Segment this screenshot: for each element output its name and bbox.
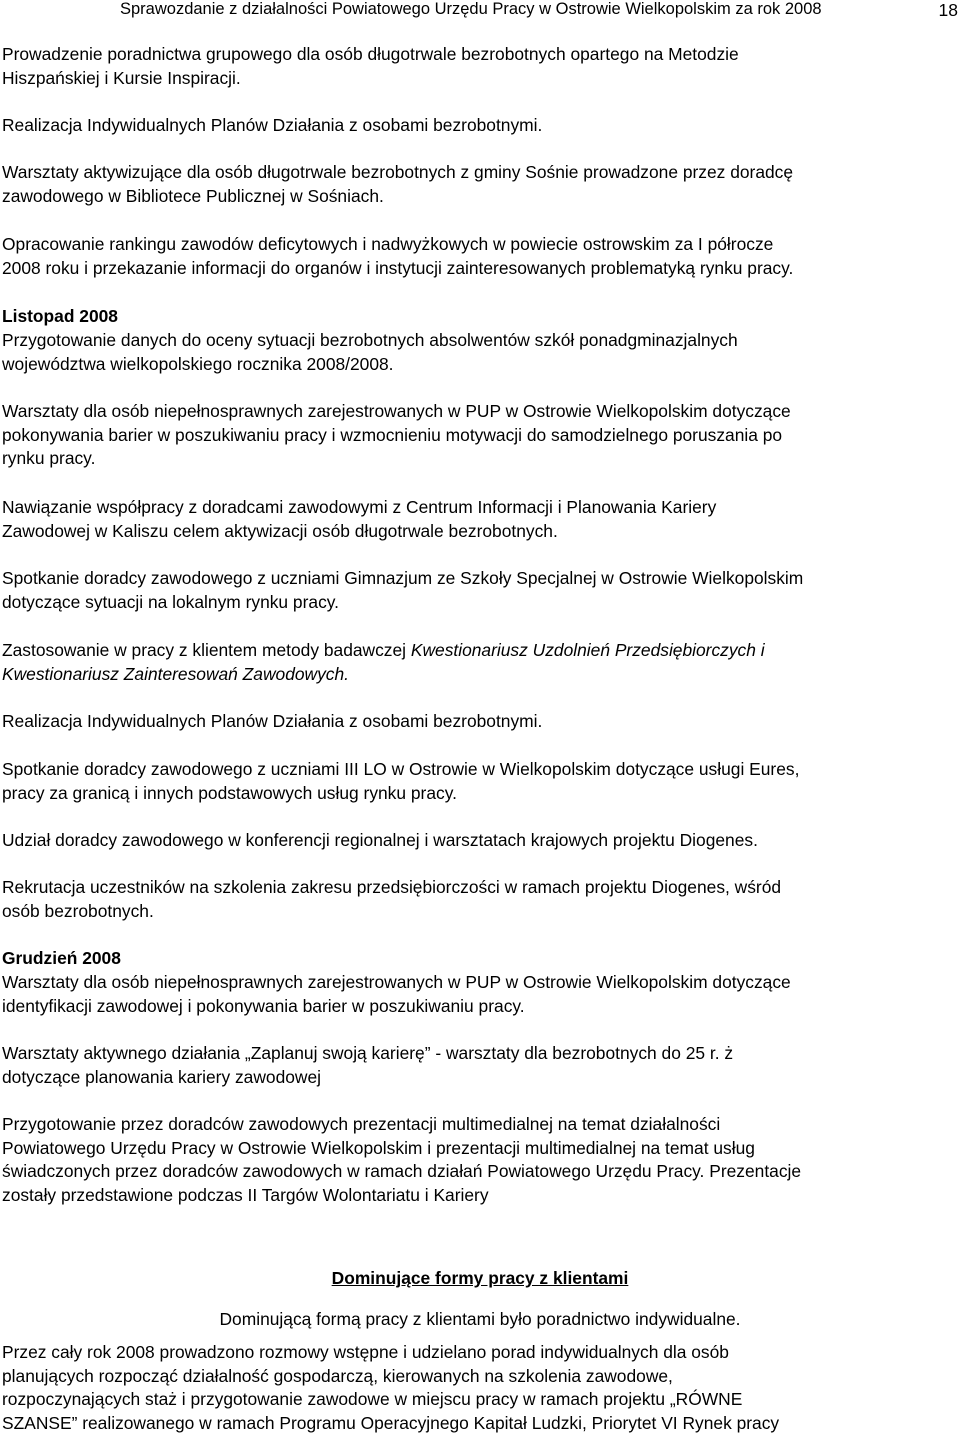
text-line: Realizacja Indywidualnych Planów Działania z osobami bezrobotnymi. (2, 115, 543, 135)
text-line: dotyczące planowania kariery zawodowej (2, 1066, 322, 1087)
paragraph-group-counseling (2, 43, 957, 90)
section-heading: Dominujące formy pracy z klientami (331, 1268, 629, 1288)
text-line: województwa wielkopolskiego rocznika 2008/2008. (2, 353, 394, 374)
paragraph-disabled-workshops (2, 400, 957, 471)
paragraph-gimnazjum-meeting (2, 567, 957, 614)
italic-text: Kwestionariusz Uzdolnień Przedsiębiorczych i (410, 640, 765, 660)
section-intro: Dominującą formą pracy z klientami było poradnictwo indywidualne. (219, 1309, 741, 1329)
text-line: Warsztaty aktywizujące dla osób długotrwale bezrobotnych z gminy Sośnie prowadzone przez doradcę (2, 162, 794, 182)
header-title: Sprawozdanie z działalności Powiatowego Urzędu Pracy w Ostrowie Wielkopolskim za rok 2008 (120, 0, 822, 18)
text-line: dotyczące sytuacji na lokalnym rynku pracy. (2, 591, 340, 612)
text-line: zawodowego w Bibliotece Publicznej w Sośniach. (2, 185, 384, 206)
text-line: Kwestionariusz Zainteresowań Zawodowych. (2, 663, 350, 684)
paragraph-diogenes-conference (2, 829, 957, 853)
text-line: identyfikacji zawodowej i pokonywania barier w poszukiwaniu pracy. (2, 995, 525, 1016)
text-line: rynku pracy. (2, 448, 96, 469)
paragraph-individual-counseling (2, 1341, 957, 1435)
text-line: Opracowanie rankingu zawodów deficytowych i nadwyżkowych w powiecie ostrowskim za I półrocze (2, 234, 774, 254)
text-line: osób bezrobotnych. (2, 900, 154, 921)
heading-listopad: Listopad 2008 (2, 306, 118, 326)
text-line: rozpoczynających staż i przygotowanie zawodowe w miejscu pracy w ramach projektu „RÓWNE (2, 1389, 743, 1410)
paragraph-action-plans (2, 114, 957, 138)
text-line: Udział doradcy zawodowego w konferencji regionalnej i warsztatach krajowych projektu Diogenes. (2, 830, 758, 850)
plain-text: Zastosowanie w pracy z klientem metody badawczej (2, 640, 411, 660)
paragraph-questionnaires (2, 639, 957, 686)
paragraph-eures-meeting (2, 758, 957, 805)
page-number: 18 (938, 0, 958, 20)
paragraph-action-plans-2 (2, 710, 957, 734)
paragraph-sosnie-workshops (2, 161, 957, 208)
text-line: świadczonych przez doradców zawodowych w ramach działań Powiatowego Urzędu Pracy. Prezentacje (2, 1161, 802, 1182)
paragraph-ranking (2, 233, 957, 280)
paragraph-career-workshops (2, 1042, 957, 1089)
text-line: SZANSE” realizowanego w ramach Programu Operacyjnego Kapitał Ludzki, Priorytet VI Rynek pracy (2, 1412, 780, 1433)
text-line: Zawodowej w Kaliszu celem aktywizacji osób długotrwale bezrobotnych. (2, 520, 558, 541)
paragraph-kalisz-cooperation (2, 496, 957, 543)
text-line: Przez cały rok 2008 prowadzono rozmowy wstępne i udzielano porad indywidualnych dla osób (2, 1342, 729, 1362)
text-line: Przygotowanie danych do oceny sytuacji bezrobotnych absolwentów szkół ponadgminazjalnych (2, 330, 738, 350)
text-line: planujących rozpocząć działalność gospodarczą, kierowanych na szkolenia zawodowe, (2, 1365, 673, 1386)
text-line: Spotkanie doradcy zawodowego z uczniami III LO w Ostrowie w Wielkopolskim dotyczące usługi Eures, (2, 759, 800, 779)
heading-grudzien: Grudzień 2008 (2, 948, 121, 968)
paragraph-graduates-data (2, 329, 957, 376)
text-line: Przygotowanie przez doradców zawodowych prezentacji multimedialnej na temat działalności (2, 1114, 721, 1134)
text-line: pokonywania barier w poszukiwaniu pracy i wzmocnieniu motywacji do samodzielnego poruszania po (2, 424, 783, 445)
text-line: Spotkanie doradcy zawodowego z uczniami Gimnazjum ze Szkoły Specjalnej w Ostrowie Wielkopolskim (2, 568, 804, 588)
text-line: Powiatowego Urzędu Pracy w Ostrowie Wielkopolskim i prezentacji multimedialnej na temat usług (2, 1137, 755, 1158)
text-line: Rekrutacja uczestników na szkolenia zakresu przedsiębiorczości w ramach projektu Diogenes, wśród (2, 877, 782, 897)
paragraph-presentations (2, 1113, 957, 1207)
text-line: pracy za granicą i innych podstawowych usług rynku pracy. (2, 782, 457, 803)
page-header (120, 0, 960, 22)
text-line: Hiszpańskiej i Kursie Inspiracji. (2, 67, 241, 88)
text-line: 2008 roku i przekazanie informacji do organów i instytucji zainteresowanych problematyką rynku pracy. (2, 257, 794, 278)
text-line: Warsztaty dla osób niepełnosprawnych zarejestrowanych w PUP w Ostrowie Wielkopolskim dotyczące (2, 401, 791, 421)
text-line: Realizacja Indywidualnych Planów Działania z osobami bezrobotnymi. (2, 711, 543, 731)
text-line: Prowadzenie poradnictwa grupowego dla osób długotrwale bezrobotnych opartego na Metodzie (2, 44, 739, 64)
text-line (2, 639, 957, 663)
text-line: Warsztaty aktywnego działania „Zaplanuj swoją karierę” - warsztaty dla bezrobotnych do 25 r. ż (2, 1043, 734, 1063)
text-line: Warsztaty dla osób niepełnosprawnych zarejestrowanych w PUP w Ostrowie Wielkopolskim dotyczące (2, 972, 791, 992)
paragraph-diogenes-recruitment (2, 876, 957, 923)
paragraph-disabled-identification (2, 971, 957, 1018)
text-line: Nawiązanie współpracy z doradcami zawodowymi z Centrum Informacji i Planowania Kariery (2, 497, 717, 517)
text-line: zostały przedstawione podczas II Targów Wolontariatu i Kariery (2, 1184, 489, 1205)
